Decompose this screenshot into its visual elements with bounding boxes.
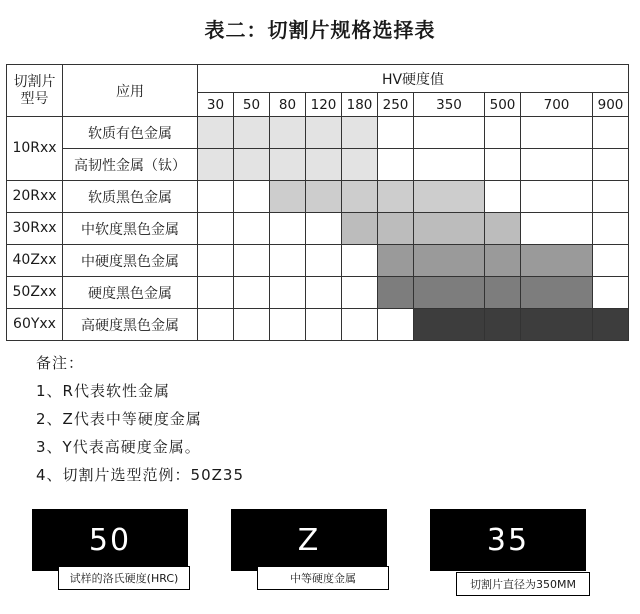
hardness-range-cell <box>234 117 270 149</box>
hardness-range-cell <box>414 117 485 149</box>
hardness-range-cell <box>198 245 234 277</box>
hardness-range-cell <box>270 309 306 341</box>
hardness-range-cell <box>378 117 414 149</box>
hardness-range-cell <box>234 245 270 277</box>
hardness-range-cell <box>414 277 485 309</box>
hardness-range-cell <box>234 181 270 213</box>
hardness-range-cell <box>378 213 414 245</box>
hv-value-cell: 350 <box>414 93 485 117</box>
hv-value-cell: 180 <box>342 93 378 117</box>
hardness-range-cell <box>270 245 306 277</box>
hardness-range-cell <box>593 309 629 341</box>
model-cell: 10Rxx <box>7 117 63 181</box>
hardness-range-cell <box>378 309 414 341</box>
hardness-range-cell <box>234 213 270 245</box>
model-header-line2: 型号 <box>20 90 49 107</box>
hv-value-cell: 80 <box>270 93 306 117</box>
example-code-hardness: 50 <box>32 509 188 571</box>
model-header-line1: 切割片 <box>13 73 56 90</box>
hardness-range-cell <box>593 245 629 277</box>
hardness-range-cell <box>234 149 270 181</box>
hardness-range-cell <box>485 309 521 341</box>
note-item: 1、R代表软性金属 <box>36 382 170 400</box>
hardness-range-cell <box>414 149 485 181</box>
note-item: 2、Z代表中等硬度金属 <box>36 410 202 428</box>
hardness-range-cell <box>306 309 342 341</box>
application-cell: 高韧性金属（钛） <box>63 149 198 181</box>
example-caption-diameter: 切割片直径为350MM <box>456 572 590 596</box>
hardness-range-cell <box>198 149 234 181</box>
notes-heading: 备注： <box>36 354 85 372</box>
hv-value-cell: 700 <box>521 93 593 117</box>
application-cell: 高硬度黑色金属 <box>63 309 198 341</box>
hardness-range-cell <box>270 117 306 149</box>
hv-value-cell: 50 <box>234 93 270 117</box>
application-cell: 硬度黑色金属 <box>63 277 198 309</box>
application-column-header: 应用 <box>63 65 198 117</box>
hardness-range-cell <box>306 117 342 149</box>
hardness-range-cell <box>198 277 234 309</box>
hardness-range-cell <box>342 213 378 245</box>
hardness-range-cell <box>306 213 342 245</box>
hardness-range-cell <box>593 117 629 149</box>
hardness-range-cell <box>593 181 629 213</box>
hardness-range-cell <box>342 245 378 277</box>
hardness-range-cell <box>593 277 629 309</box>
hardness-range-cell <box>342 117 378 149</box>
example-code-grade: Z <box>231 509 387 571</box>
hardness-range-cell <box>593 149 629 181</box>
example-caption-hardness: 试样的洛氏硬度(HRC) <box>58 566 190 590</box>
model-cell: 20Rxx <box>7 181 63 213</box>
hardness-range-cell <box>521 245 593 277</box>
hardness-range-cell <box>485 149 521 181</box>
hardness-range-cell <box>270 181 306 213</box>
hardness-range-cell <box>306 277 342 309</box>
table-row <box>7 245 629 277</box>
hardness-range-cell <box>521 181 593 213</box>
hardness-range-cell <box>270 149 306 181</box>
example-code-diameter: 35 <box>430 509 586 571</box>
hardness-range-cell <box>342 277 378 309</box>
application-cell: 中硬度黑色金属 <box>63 245 198 277</box>
hardness-range-cell <box>198 213 234 245</box>
hardness-range-cell <box>414 213 485 245</box>
hardness-range-cell <box>306 181 342 213</box>
hardness-range-cell <box>485 213 521 245</box>
hardness-range-cell <box>270 277 306 309</box>
table-row <box>7 309 629 341</box>
page-title: 表二：切割片规格选择表 <box>204 18 436 42</box>
hardness-range-cell <box>521 213 593 245</box>
hardness-range-cell <box>378 149 414 181</box>
hardness-range-cell <box>234 277 270 309</box>
hv-hardness-header: HV硬度值 <box>198 65 629 93</box>
hardness-range-cell <box>342 149 378 181</box>
hardness-range-cell <box>521 277 593 309</box>
hardness-range-cell <box>270 213 306 245</box>
note-item: 3、Y代表高硬度金属。 <box>36 438 201 456</box>
spec-table <box>6 64 629 341</box>
hardness-range-cell <box>414 309 485 341</box>
table-row <box>7 117 629 149</box>
hardness-range-cell <box>521 309 593 341</box>
notes-section <box>36 352 244 492</box>
hardness-range-cell <box>485 117 521 149</box>
hardness-range-cell <box>485 277 521 309</box>
hv-value-cell: 250 <box>378 93 414 117</box>
hardness-range-cell <box>306 245 342 277</box>
hardness-range-cell <box>342 309 378 341</box>
hardness-range-cell <box>485 181 521 213</box>
hardness-range-cell <box>414 181 485 213</box>
hardness-range-cell <box>521 117 593 149</box>
hardness-range-cell <box>198 309 234 341</box>
hv-value-cell: 120 <box>306 93 342 117</box>
hardness-range-cell <box>198 117 234 149</box>
hv-value-cell: 500 <box>485 93 521 117</box>
hardness-range-cell <box>342 181 378 213</box>
hardness-range-cell <box>378 181 414 213</box>
hv-value-cell: 30 <box>198 93 234 117</box>
model-cell: 30Rxx <box>7 213 63 245</box>
model-cell: 40Zxx <box>7 245 63 277</box>
hardness-range-cell <box>485 245 521 277</box>
hardness-range-cell <box>414 245 485 277</box>
hardness-range-cell <box>593 213 629 245</box>
table-row <box>7 181 629 213</box>
model-column-header <box>7 65 63 117</box>
hardness-range-cell <box>234 309 270 341</box>
hv-value-cell: 900 <box>593 93 629 117</box>
model-cell: 60Yxx <box>7 309 63 341</box>
table-row <box>7 149 629 181</box>
hardness-range-cell <box>378 245 414 277</box>
example-caption-grade: 中等硬度金属 <box>257 566 389 590</box>
application-cell: 软质黑色金属 <box>63 181 198 213</box>
application-cell: 软质有色金属 <box>63 117 198 149</box>
hardness-range-cell <box>306 149 342 181</box>
application-cell: 中软度黑色金属 <box>63 213 198 245</box>
table-row <box>7 277 629 309</box>
hardness-range-cell <box>521 149 593 181</box>
hardness-range-cell <box>198 181 234 213</box>
table-row <box>7 213 629 245</box>
note-item: 4、切割片选型范例：50Z35 <box>36 466 244 484</box>
model-cell: 50Zxx <box>7 277 63 309</box>
hardness-range-cell <box>378 277 414 309</box>
